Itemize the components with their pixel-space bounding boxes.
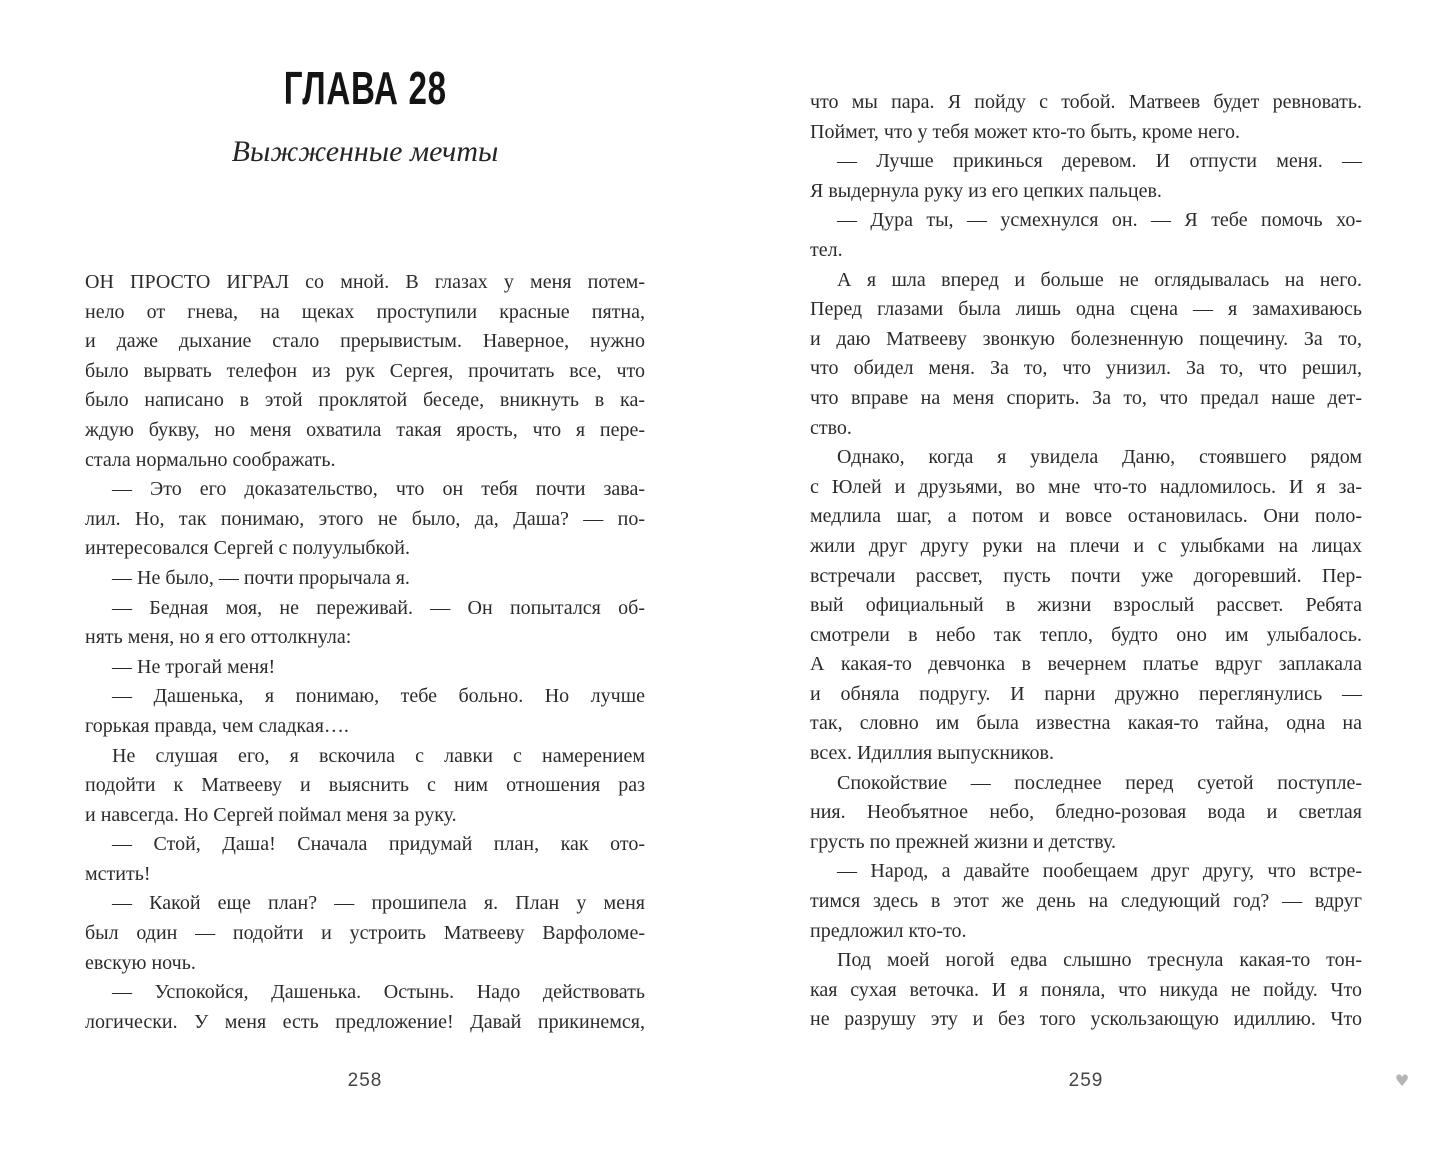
chapter-subtitle: Выжженные мечты (231, 135, 499, 168)
text-line: и навсегда. Но Сергей поймал меня за руку. (85, 803, 457, 826)
paragraph (810, 769, 1362, 858)
text-line: всех. Идиллия выпускников. (810, 742, 1054, 765)
text-line: — Стой, Даша! Сначала придумай план, как ото- (112, 833, 645, 856)
paragraph (85, 653, 645, 683)
text-line: смотрели в небо так тепло, будто оно им улыбалось. (810, 623, 1362, 646)
text-line: вый официальный в жизни взрослый рассвет. Ребята (810, 594, 1362, 617)
text-line: — Дура ты, — усмехнулся он. — Я тебе помочь хо- (837, 209, 1362, 232)
chapter-heading-text: ГЛАВА 28 (283, 62, 447, 114)
text-line: тел. (810, 238, 843, 261)
text-line: — Бедная моя, не переживай. — Он попытался об- (112, 596, 645, 619)
text-line: и даже дыхание стало прерывистым. Наверное, нужно (85, 330, 645, 353)
favorite-heart-icon[interactable]: ♥ (1394, 1071, 1410, 1090)
text-line: грусть по прежней жизни и детству. (810, 830, 1117, 853)
text-line: — Лучше прикинься деревом. И отпусти меня. — (837, 150, 1362, 173)
text-line: ния. Необъятное небо, бледно-розовая вода и светлая (810, 801, 1362, 824)
text-line: не разрушу эту и без того ускользающую идиллию. Что (810, 1008, 1362, 1031)
text-line: так, словно им была известна какая-то тайна, одна на (810, 712, 1362, 735)
page-number-left: 258 (347, 1070, 383, 1091)
text-line: что вправе на меня спорить. За то, что предал наше дет- (810, 386, 1362, 409)
text-line: жили друг другу руки на плечи и с улыбками на лицах (810, 534, 1362, 557)
text-line: евскую ночь. (85, 951, 196, 974)
text-line: интересовался Сергей с полуулыбкой. (85, 537, 410, 560)
page-number-right: 259 (1068, 1070, 1104, 1091)
text-line: ОН ПРОСТО ИГРАЛ со мной. В глазах у меня потем- (85, 271, 645, 293)
paragraph (810, 206, 1362, 265)
text-line: Спокойствие — последнее перед суетой поступле- (837, 771, 1362, 794)
text-line: встречали рассвет, пусть почти уже догоревший. Пер- (810, 564, 1362, 587)
text-line: Перед глазами была лишь одна сцена — я замахиваюсь (810, 298, 1362, 321)
text-line: ство. (810, 416, 852, 439)
text-line: — Это его доказательство, что он тебя почти зава- (112, 478, 645, 501)
text-line: с Юлей и друзьями, во мне что-то надломилось. И я за- (810, 475, 1362, 498)
paragraph (810, 946, 1362, 1035)
paragraph (85, 978, 645, 1037)
text-line: что мы пара. Я пойду с тобой. Матвеев будет ревновать. (810, 91, 1362, 113)
text-line: было написано в этой проклятой беседе, вникнуть в ка- (85, 389, 645, 412)
text-line: ждую букву, но меня охватила такая ярость, что я пере- (85, 418, 645, 441)
text-line: А какая-то девчонка в вечернем платье вдруг заплакала (810, 653, 1362, 676)
paragraph (810, 266, 1362, 444)
text-line: и обняла подругу. И парни дружно переглянулись — (810, 682, 1362, 705)
text-line: стала нормально соображать. (85, 448, 336, 471)
text-line: — Народ, а давайте пообещаем друг другу, что встре- (837, 860, 1362, 883)
paragraph (85, 564, 645, 594)
text-line: медлила шаг, а потом и вовсе остановилась. Они поло- (810, 505, 1362, 528)
text-line: подойти к Матвееву и выяснить с ним отношения раз (85, 774, 645, 797)
text-line: было вырвать телефон из рук Сергея, прочитать все, что (85, 359, 645, 382)
paragraph (810, 147, 1362, 206)
text-line: и даю Матвееву звонкую болезненную пощечину. За то, (810, 327, 1362, 350)
paragraph (810, 443, 1362, 769)
paragraph (85, 830, 645, 889)
text-line: мстить! (85, 862, 151, 885)
text-line: — Не трогай меня! (112, 655, 276, 678)
text-line: логически. У меня есть предложение! Давай прикинемся, (85, 1010, 645, 1033)
text-line: нело от гнева, на щеках проступили красные пятна, (85, 300, 645, 323)
text-line: — Какой еще план? — прошипела я. План у меня (112, 892, 645, 915)
text-line: Я выдернула руку из его цепких пальцев. (810, 179, 1162, 202)
text-line: был один — подойти и устроить Матвееву Варфоломе- (85, 922, 645, 945)
text-line: нять меня, но я его оттолкнула: (85, 626, 352, 649)
paragraph (85, 889, 645, 978)
text-line: что обидел меня. За то, что унизил. За то, что решил, (810, 357, 1362, 380)
paragraph (810, 88, 1362, 147)
text-line: — Успокойся, Дашенька. Остынь. Надо действовать (112, 981, 645, 1004)
text-line: Однако, когда я увидела Даню, стоявшего рядом (837, 446, 1362, 469)
paragraph (85, 475, 645, 564)
text-line: А я шла вперед и больше не оглядывалась на него. (837, 268, 1362, 291)
paragraph (810, 857, 1362, 946)
text-line: тимся здесь в этот же день на следующий год? — вдруг (810, 890, 1362, 913)
text-line: Не слушая его, я вскочила с лавки с намерением (112, 744, 645, 767)
text-line: — Дашенька, я понимаю, тебе больно. Но лучше (112, 685, 645, 708)
chapter-heading (85, 64, 645, 112)
text-line: лил. Но, так понимаю, этого не было, да, Даша? — по- (85, 507, 645, 530)
paragraph (85, 594, 645, 653)
left-page-body-text (85, 268, 645, 1037)
paragraph (85, 742, 645, 831)
text-line: Поймет, что у тебя может кто-то быть, кроме него. (810, 120, 1240, 143)
paragraph (85, 682, 645, 741)
text-line: Под моей ногой едва слышно треснула какая-то тон- (837, 949, 1362, 972)
text-line: предложил кто-то. (810, 919, 967, 942)
text-line: — Не было, — почти прорычала я. (112, 566, 410, 589)
paragraph (85, 268, 645, 475)
text-line: горькая правда, чем сладкая…. (85, 714, 349, 737)
right-page-body-text (810, 88, 1362, 1035)
text-line: кая сухая веточка. И я поняла, что никуда не пойду. Что (810, 978, 1362, 1001)
